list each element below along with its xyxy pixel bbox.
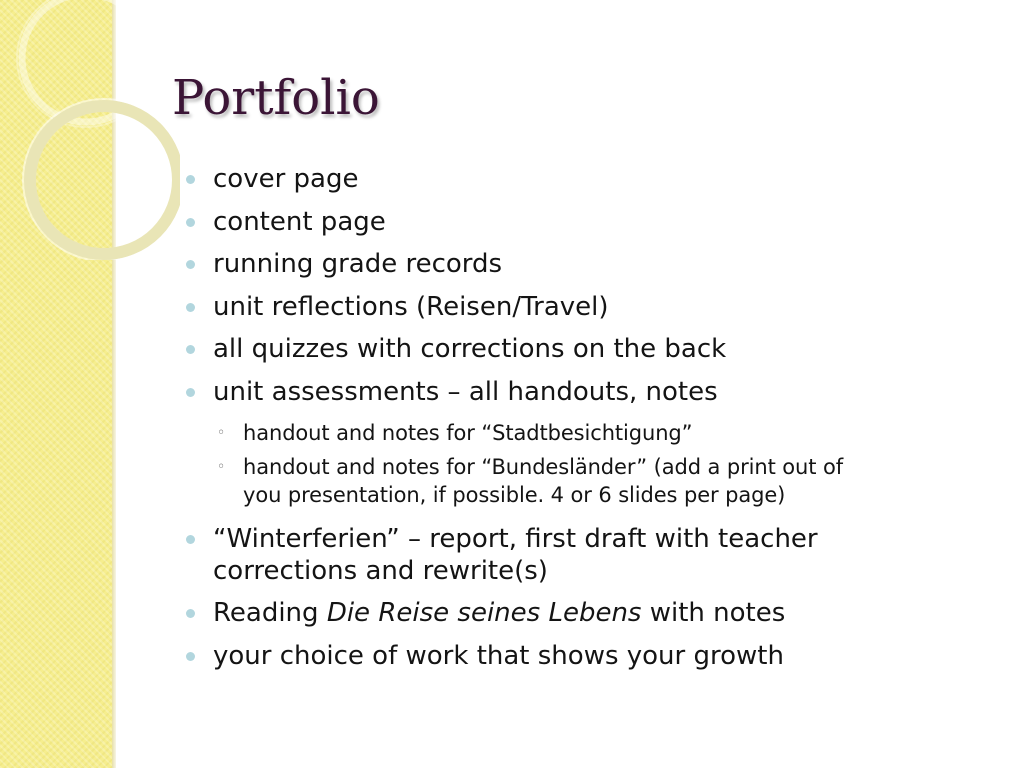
bullet-item [186,248,996,280]
bullet-item [186,291,996,323]
bullet-text-line1: “Winterferien” – report, first draft with teacher [213,523,818,554]
bullet-icon [186,175,195,184]
bullet-icon [186,652,195,661]
sub-bullet-icon: ◦ [217,424,226,441]
sub-bullet-item [186,453,996,509]
bullet-text: running grade records [213,249,503,280]
bullet-text: content page [213,206,386,237]
sub-bullet-item [186,419,996,447]
bullet-text: cover page [213,164,359,194]
bullet-item [186,523,996,587]
bullet-text: unit assessments – all handouts, notes [213,376,718,407]
sub-bullet-text-line2: you presentation, if possible. 4 or 6 slides per page) [243,482,786,507]
book-title: Die Reise seines Lebens [326,598,642,629]
bullet-text: your choice of work that shows your growth [213,640,784,671]
bullet-text-prefix: Reading [213,598,327,629]
bullet-item [186,163,996,195]
bullet-item [186,597,996,629]
bullet-text-line2: corrections and rewrite(s) [213,555,548,586]
bullet-item [186,206,996,238]
bullet-icon [186,535,195,544]
bullet-text: unit reflections (Reisen/Travel) [213,291,609,322]
bullet-list [186,163,996,682]
sub-bullet-text-line1: handout and notes for “Bundesländer” (add a print out of [243,454,843,479]
bullet-icon [186,260,195,269]
bullet-icon [186,609,195,618]
bullet-icon [186,303,195,312]
bullet-item [186,640,996,672]
bullet-text: all quizzes with corrections on the back [213,334,727,365]
ring-decoration-icon [0,0,180,260]
bullet-icon [186,218,195,227]
bullet-icon [186,388,195,397]
sub-bullet-icon: ◦ [217,458,226,475]
bullet-text-suffix: with notes [641,598,786,629]
sub-bullet-list [186,419,996,509]
bullet-icon [186,345,195,354]
sub-bullet-text: handout and notes for “Stadtbesichtigung” [243,420,693,445]
bullet-item [186,376,996,408]
slide-title: Portfolio [172,70,380,126]
bullet-item [186,333,996,365]
